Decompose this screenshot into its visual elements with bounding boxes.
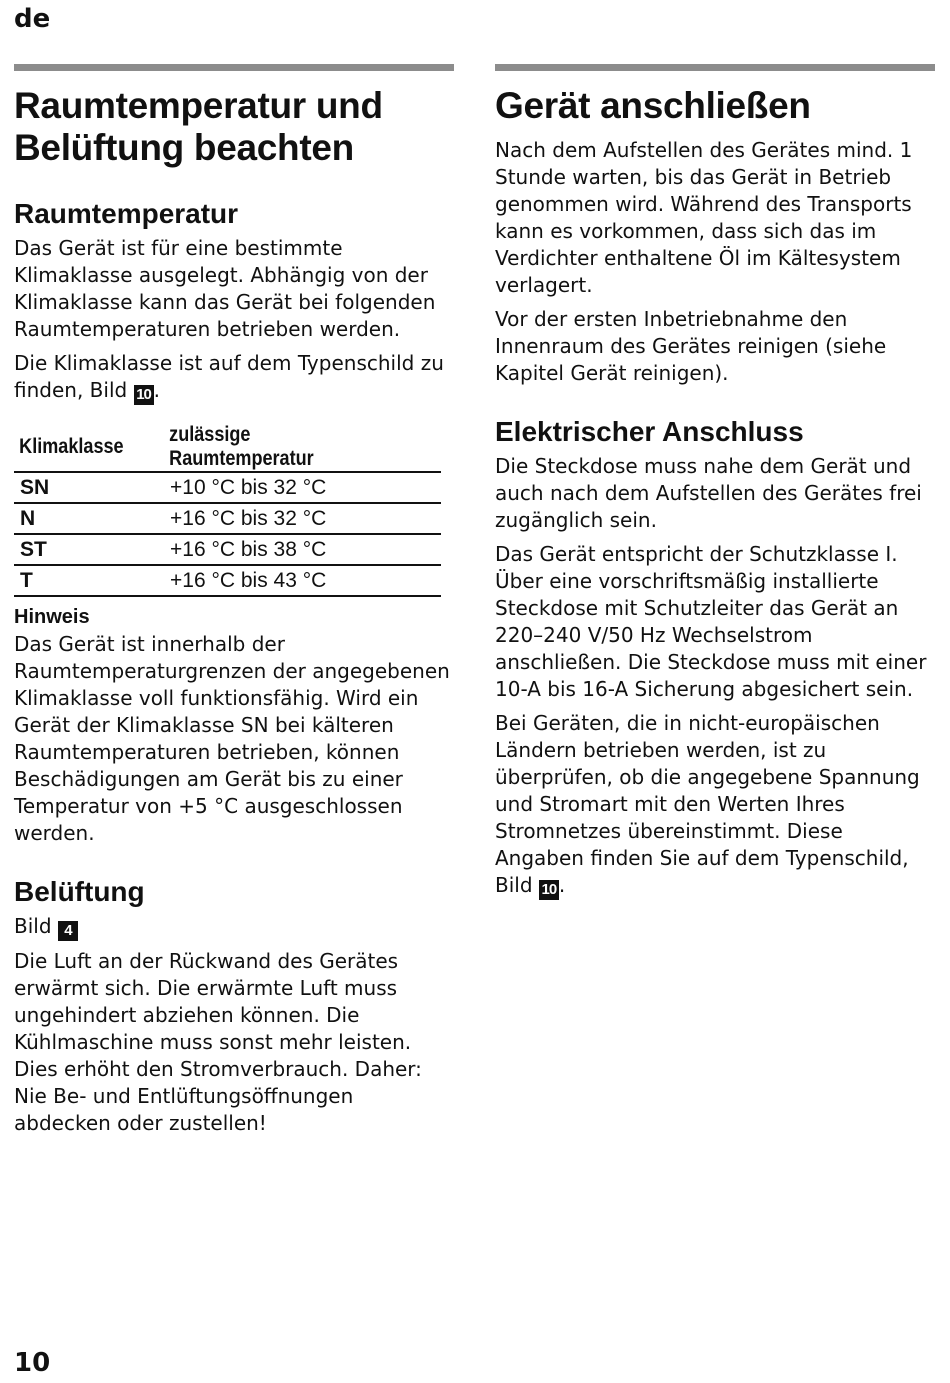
table-cell-klasse: N bbox=[20, 506, 36, 530]
note-text: Das Gerät ist innerhalb der Raumtemperaturgrenzen der angegebenen Klimaklasse voll funktionsfähig. Wird ein Gerät der Klimaklasse SN bei kälteren Raumtemperaturen betrieben, können Beschädigungen am Gerät bis zu einer Temperatur von +5 °C ausgeschlossen werden. bbox=[14, 632, 450, 845]
climate-class-table bbox=[14, 423, 441, 597]
figure-ref-badge: 10 bbox=[539, 880, 559, 900]
table-cell-range: +16 °C bis 38 °C bbox=[170, 537, 327, 561]
language-code: de bbox=[14, 4, 51, 34]
paragraph-belueftung: Die Luft an der Rückwand des Gerätes erwärmt sich. Die erwärmte Luft muss ungehindert abziehen können. Die Kühlmaschine muss sonst mehr leisten. Dies erhöht den Stromverbrauch. Daher: Nie Be- und Entlüftungsöffnungen abdecken oder zustellen! bbox=[14, 949, 422, 1135]
table-header-klimaklasse: Klimaklasse bbox=[19, 435, 124, 458]
section-rule bbox=[495, 64, 935, 71]
note-label: Hinweis bbox=[14, 606, 90, 628]
table-cell-range: +16 °C bis 43 °C bbox=[170, 568, 327, 592]
table-row bbox=[14, 472, 441, 503]
heading-belueftung: Belüftung bbox=[14, 876, 145, 907]
spannung-text: Bei Geräten, die in nicht-europäischen Ländern betrieben werden, ist zu überprüfen, ob die angegebene Spannung und Stromart mit den Werten Ihres Stromnetzes übereinstimmt. Diese Angaben finden Sie auf dem Typenschild, Bild bbox=[495, 711, 920, 897]
sentence-end: . bbox=[558, 873, 566, 897]
paragraph-klimaklasse-intro: Das Gerät ist für eine bestimmte Klimaklasse ausgelegt. Abhängig von der Klimaklasse kann das Gerät bei folgenden Raumtemperaturen betrieben werden. bbox=[14, 236, 436, 341]
table-header-row bbox=[14, 423, 441, 472]
paragraph-reinigen: Vor der ersten Inbetriebnahme den Innenraum des Gerätes reinigen (siehe Kapitel Gerät reinigen). bbox=[495, 307, 887, 385]
figure-ref-badge: 10 bbox=[134, 385, 154, 405]
figure-ref-badge: 4 bbox=[58, 921, 78, 941]
page-number: 10 bbox=[14, 1348, 51, 1378]
typenschild-text: Die Klimaklasse ist auf dem Typenschild zu finden, Bild bbox=[14, 351, 444, 402]
paragraph-spannung bbox=[495, 710, 935, 900]
table-cell-range: +10 °C bis 32 °C bbox=[170, 475, 327, 499]
section-rule bbox=[14, 64, 454, 71]
heading-raumtemperatur: Raumtemperatur bbox=[14, 198, 239, 229]
page-title-left: Raumtemperatur und Belüftung beachten bbox=[14, 85, 383, 168]
paragraph-aufstellen: Nach dem Aufstellen des Gerätes mind. 1 Stunde warten, bis das Gerät in Betrieb genommen wird. Während des Transports kann es vorkommen, dass sich das im Verdichter enthaltene Öl im Kältesystem verlagert. bbox=[495, 138, 913, 297]
paragraph-typenschild bbox=[14, 350, 454, 405]
table-header-raumtemperatur: zulässige Raumtemperatur bbox=[169, 423, 314, 470]
left-column bbox=[14, 64, 454, 1144]
table-cell-klasse: T bbox=[20, 568, 33, 592]
right-column bbox=[495, 64, 935, 907]
bild-text: Bild bbox=[14, 914, 58, 938]
table-row bbox=[14, 565, 441, 596]
table-row bbox=[14, 503, 441, 534]
figure-reference bbox=[14, 913, 454, 941]
paragraph-steckdose: Die Steckdose muss nahe dem Gerät und auch nach dem Aufstellen des Gerätes frei zugänglich sein. bbox=[495, 454, 922, 532]
heading-elektrischer-anschluss: Elektrischer Anschluss bbox=[495, 416, 804, 447]
table-row bbox=[14, 534, 441, 565]
paragraph-schutzklasse: Das Gerät entspricht der Schutzklasse I. Über eine vorschriftsmäßig installierte Steckdose mit Schutzleiter das Gerät an 220–240 V/50 Hz Wechselstrom anschließen. Die Steckdose muss mit einer 10-A bis 16-A Sicherung abgesichert sein. bbox=[495, 542, 927, 701]
table-cell-range: +16 °C bis 32 °C bbox=[170, 506, 327, 530]
table-cell-klasse: ST bbox=[20, 537, 47, 561]
sentence-end: . bbox=[153, 378, 160, 402]
table-cell-klasse: SN bbox=[20, 475, 50, 499]
page-title-right: Gerät anschließen bbox=[495, 85, 811, 126]
